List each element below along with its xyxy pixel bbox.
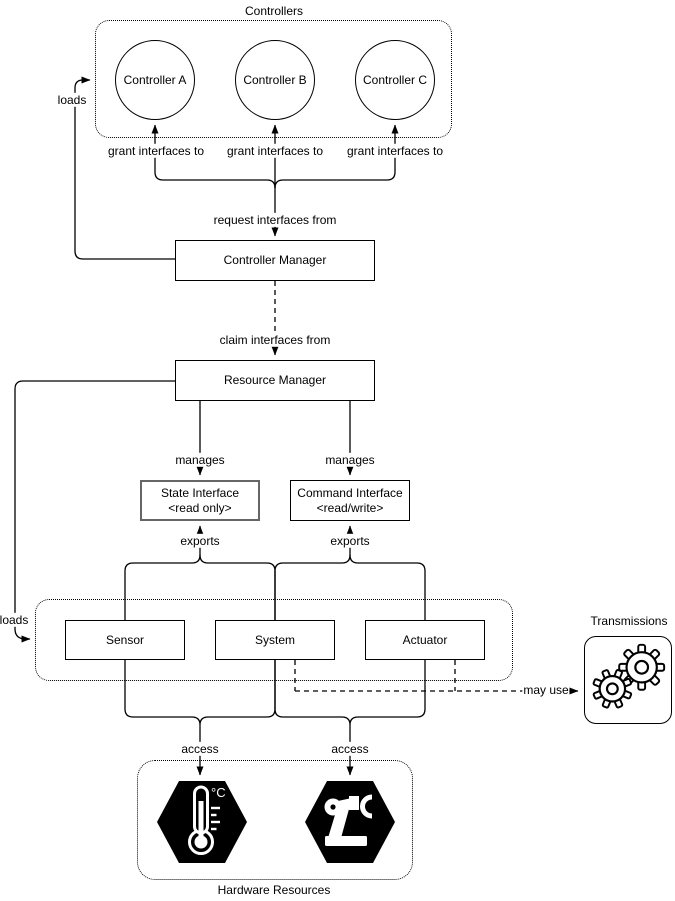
sensor-node: [65, 620, 185, 660]
state-interface-node: [140, 480, 260, 521]
controller-b-label: Controller B: [243, 72, 307, 87]
command-interface-node: [290, 480, 410, 521]
controllers-group-title: Controllers: [244, 3, 304, 18]
state-interface-subtitle: <read only>: [168, 500, 232, 515]
controller-b-node: [235, 40, 315, 120]
system-label: System: [254, 632, 295, 647]
command-interface-subtitle: <read/write>: [316, 500, 384, 515]
controller-c-label: Controller C: [362, 72, 428, 87]
transmissions-title: Transmissions: [590, 613, 668, 628]
command-interface-title: Command Interface: [297, 485, 403, 500]
grant-interfaces-label-a: grant interfaces to: [105, 144, 207, 158]
grant-interfaces-label-c: grant interfaces to: [344, 144, 446, 158]
controller-a-label: Controller A: [123, 72, 187, 87]
actuator-node: [365, 620, 485, 660]
access-right-label: access: [328, 742, 371, 756]
state-interface-title: State Interface: [160, 485, 240, 500]
grant-interfaces-label-b: grant interfaces to: [224, 144, 326, 158]
manages-left-label: manages: [172, 453, 227, 467]
loads-bottom-label: loads: [0, 612, 29, 627]
system-node: [215, 620, 335, 660]
loads-top-label: loads: [55, 93, 90, 107]
gears-icon: [585, 637, 671, 723]
transmissions-node: [584, 636, 672, 724]
resource-manager-node: [175, 360, 375, 401]
controller-manager-node: [175, 240, 375, 281]
actuator-label: Actuator: [402, 632, 448, 647]
manages-right-label: manages: [322, 453, 377, 467]
controller-c-node: [355, 40, 435, 120]
exports-left-label: exports: [177, 534, 222, 548]
claim-interfaces-label: claim interfaces from: [217, 333, 334, 347]
hardware-resources-title: Hardware Resources: [217, 882, 331, 897]
controller-manager-label: Controller Manager: [223, 253, 327, 267]
may-use-label: may use: [523, 682, 569, 697]
exports-right-label: exports: [327, 534, 372, 548]
thermometer-unit-label: °C: [211, 785, 226, 800]
request-interfaces-label: request interfaces from: [211, 213, 340, 227]
sensor-label: Sensor: [105, 632, 145, 647]
hardware-resources-group-box: [137, 760, 413, 880]
resource-manager-label: Resource Manager: [223, 373, 327, 387]
controller-a-node: [115, 40, 195, 120]
access-left-label: access: [178, 742, 221, 756]
